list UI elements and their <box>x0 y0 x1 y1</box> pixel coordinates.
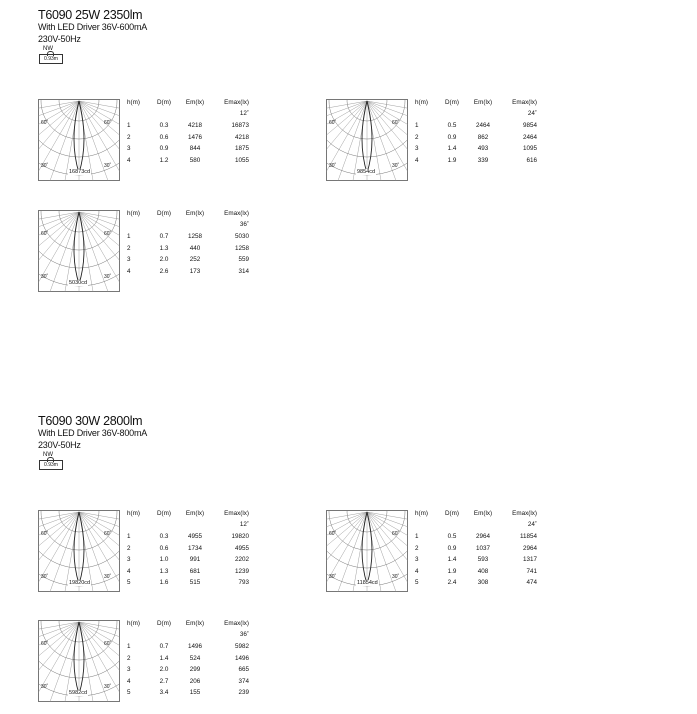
table-cell: 155 <box>189 689 201 696</box>
table-cell: 1317 <box>522 556 537 563</box>
table-cell: 3.4 <box>159 689 169 696</box>
table-cell: 440 <box>189 244 201 252</box>
column-header-emax: Emax(lx) <box>224 99 249 106</box>
angle-label: 60˚ <box>41 120 49 126</box>
table-cell: 314 <box>238 267 249 275</box>
photometric-block <box>38 510 298 596</box>
column-header-emax: Emax(lx) <box>224 620 249 627</box>
angle-label: 60˚ <box>41 641 49 647</box>
column-header-em: Em(lx) <box>473 99 493 106</box>
column-header-emax: Emax(lx) <box>224 510 249 517</box>
table-cell: 593 <box>477 556 489 563</box>
column-header-h: h(m) <box>415 99 428 106</box>
table-cell: 1258 <box>234 244 249 252</box>
table-cell: 2202 <box>234 556 249 563</box>
table-cell: 1496 <box>234 654 249 662</box>
table-cell: 1476 <box>187 133 202 141</box>
table-cell: 0.6 <box>159 133 169 141</box>
angle-label: 30˚ <box>104 684 112 690</box>
product-title: T6090 30W 2800lm <box>38 414 143 428</box>
table-cell: 9854 <box>522 122 537 129</box>
angle-label: 30˚ <box>329 163 337 169</box>
table-cell: 3 <box>127 666 131 673</box>
table-cell: 580 <box>189 156 201 164</box>
polar-diagram <box>38 510 120 592</box>
table-cell: 4 <box>127 677 131 685</box>
angle-label: 60˚ <box>329 531 337 537</box>
beam-angle: 24˚ <box>527 521 537 528</box>
candela-value: 19820cd <box>69 580 91 586</box>
beam-angle: 12˚ <box>239 521 249 528</box>
beam-angle: 24˚ <box>527 110 537 117</box>
table-cell: 0.9 <box>447 133 457 141</box>
table-cell: 3 <box>415 556 419 563</box>
table-cell: 3 <box>127 145 131 152</box>
angle-label: 60˚ <box>104 641 112 647</box>
table-cell: 5 <box>127 579 131 586</box>
driver-spec: With LED Driver 36V-800mA <box>38 428 148 438</box>
table-cell: 0.5 <box>447 122 457 129</box>
angle-label: 60˚ <box>41 531 49 537</box>
table-cell: 1055 <box>234 156 249 164</box>
table-cell: 206 <box>189 677 201 685</box>
table-cell: 1875 <box>234 145 249 152</box>
nw-distance-box: 0.93m <box>39 460 63 470</box>
angle-label: 30˚ <box>104 163 112 169</box>
table-cell: 1 <box>127 643 131 650</box>
table-cell: 173 <box>189 267 201 275</box>
table-cell: 0.7 <box>159 643 169 650</box>
table-cell: 2.7 <box>159 677 169 685</box>
table-cell: 1239 <box>234 567 249 575</box>
column-header-em: Em(lx) <box>185 620 205 627</box>
table-cell: 1.4 <box>447 556 457 563</box>
table-cell: 0.3 <box>159 533 169 540</box>
table-cell: 681 <box>189 567 201 575</box>
angle-label: 30˚ <box>392 574 400 580</box>
column-header-h: h(m) <box>415 510 428 517</box>
column-header-em: Em(lx) <box>473 510 493 517</box>
column-header-em: Em(lx) <box>185 210 205 217</box>
product-section <box>0 8 697 308</box>
table-cell: 862 <box>477 133 489 141</box>
table-cell: 4 <box>127 267 131 275</box>
table-cell: 308 <box>477 579 489 586</box>
angle-label: 60˚ <box>392 531 400 537</box>
polar-diagram <box>38 99 120 181</box>
table-cell: 5030 <box>234 233 249 240</box>
column-header-em: Em(lx) <box>185 99 205 106</box>
angle-label: 60˚ <box>104 231 112 237</box>
table-cell: 4 <box>415 567 419 575</box>
table-cell: 2 <box>415 544 419 552</box>
column-header-d: D(m) <box>157 99 171 106</box>
table-cell: 239 <box>238 689 249 696</box>
nw-distance-box: 0.93m <box>39 54 63 64</box>
table-cell: 1734 <box>187 544 202 552</box>
table-cell: 2.0 <box>159 256 169 263</box>
photometric-block <box>38 620 298 706</box>
table-cell: 1.2 <box>159 156 169 164</box>
table-cell: 1095 <box>522 145 537 152</box>
table-cell: 4 <box>415 156 419 164</box>
table-cell: 339 <box>477 156 489 164</box>
table-cell: 844 <box>189 145 201 152</box>
polar-diagram <box>38 620 120 702</box>
voltage-spec: 230V-50Hz <box>38 34 81 44</box>
table-cell: 991 <box>189 556 201 563</box>
table-cell: 0.6 <box>159 544 169 552</box>
table-cell: 2 <box>415 133 419 141</box>
nw-lamp-icon <box>39 453 63 471</box>
table-cell: 3 <box>415 145 419 152</box>
table-cell: 1.3 <box>159 244 169 252</box>
table-cell: 2 <box>127 544 131 552</box>
table-cell: 299 <box>189 666 201 673</box>
beam-angle: 12˚ <box>239 110 249 117</box>
table-cell: 793 <box>238 579 249 586</box>
table-cell: 1.9 <box>447 156 457 164</box>
column-header-emax: Emax(lx) <box>512 510 537 517</box>
table-cell: 0.5 <box>447 533 457 540</box>
photometric-block <box>38 99 298 185</box>
table-cell: 1.4 <box>447 145 457 152</box>
candela-value: 5030cd <box>69 280 88 286</box>
table-cell: 1496 <box>187 643 202 650</box>
table-cell: 2.0 <box>159 666 169 673</box>
table-cell: 5982 <box>234 643 249 650</box>
table-cell: 4218 <box>187 122 202 129</box>
table-cell: 474 <box>526 579 537 586</box>
polar-diagram <box>326 99 408 181</box>
driver-spec: With LED Driver 36V-600mA <box>38 22 148 32</box>
table-cell: 4 <box>127 567 131 575</box>
column-header-em: Em(lx) <box>185 510 205 517</box>
column-header-d: D(m) <box>157 210 171 217</box>
angle-label: 60˚ <box>392 120 400 126</box>
table-cell: 0.9 <box>447 544 457 552</box>
candela-value: 11854cd <box>357 580 378 586</box>
table-cell: 2464 <box>522 133 537 141</box>
table-cell: 1.0 <box>159 556 169 563</box>
table-cell: 1 <box>415 533 419 540</box>
table-cell: 1 <box>127 122 131 129</box>
table-cell: 524 <box>189 654 201 662</box>
table-cell: 1 <box>415 122 419 129</box>
table-cell: 2964 <box>475 533 490 540</box>
table-cell: 2964 <box>522 544 537 552</box>
angle-label: 30˚ <box>41 574 49 580</box>
table-cell: 1258 <box>187 233 202 240</box>
table-cell: 252 <box>189 256 201 263</box>
table-cell: 0.7 <box>159 233 169 240</box>
table-cell: 1037 <box>475 544 490 552</box>
voltage-spec: 230V-50Hz <box>38 440 81 450</box>
table-cell: 1 <box>127 233 131 240</box>
table-cell: 2.4 <box>447 579 457 586</box>
nw-label: NW <box>43 452 53 458</box>
column-header-emax: Emax(lx) <box>512 99 537 106</box>
table-cell: 2.6 <box>159 267 169 275</box>
column-header-d: D(m) <box>157 510 171 517</box>
table-cell: 1.9 <box>447 567 457 575</box>
table-cell: 559 <box>238 256 249 263</box>
table-cell: 2 <box>127 133 131 141</box>
product-section <box>0 414 697 714</box>
table-cell: 1.3 <box>159 567 169 575</box>
column-header-d: D(m) <box>445 99 459 106</box>
table-cell: 2 <box>127 654 131 662</box>
beam-angle: 36˚ <box>239 631 249 638</box>
candela-value: 9854cd <box>357 169 376 175</box>
table-cell: 4 <box>127 156 131 164</box>
table-cell: 4218 <box>234 133 249 141</box>
table-cell: 1.4 <box>159 654 169 662</box>
table-cell: 3 <box>127 556 131 563</box>
column-header-emax: Emax(lx) <box>224 210 249 217</box>
table-cell: 1.6 <box>159 579 169 586</box>
angle-label: 30˚ <box>104 574 112 580</box>
table-cell: 493 <box>477 145 489 152</box>
angle-label: 30˚ <box>329 574 337 580</box>
table-cell: 374 <box>238 677 249 685</box>
angle-label: 30˚ <box>392 163 400 169</box>
column-header-h: h(m) <box>127 620 140 627</box>
table-cell: 2 <box>127 244 131 252</box>
angle-label: 30˚ <box>104 274 112 280</box>
table-cell: 11854 <box>519 533 537 540</box>
product-title: T6090 25W 2350lm <box>38 8 143 22</box>
angle-label: 30˚ <box>41 163 49 169</box>
table-cell: 665 <box>238 666 249 673</box>
beam-angle: 36˚ <box>239 221 249 228</box>
candela-value: 5982cd <box>69 690 88 696</box>
column-header-h: h(m) <box>127 510 140 517</box>
table-cell: 408 <box>477 567 489 575</box>
nw-lamp-icon <box>39 47 63 65</box>
candela-value: 16873cd <box>69 169 91 175</box>
angle-label: 60˚ <box>41 231 49 237</box>
table-cell: 616 <box>526 156 537 164</box>
table-cell: 4955 <box>234 544 249 552</box>
table-cell: 16873 <box>231 122 249 129</box>
column-header-h: h(m) <box>127 210 140 217</box>
photometric-block <box>38 210 298 296</box>
table-cell: 2464 <box>475 122 490 129</box>
photometric-block <box>326 99 586 185</box>
table-cell: 5 <box>127 689 131 696</box>
angle-label: 30˚ <box>41 684 49 690</box>
table-cell: 515 <box>189 579 201 586</box>
table-cell: 4955 <box>187 533 202 540</box>
polar-diagram <box>326 510 408 592</box>
table-cell: 741 <box>526 567 537 575</box>
nw-label: NW <box>43 46 53 52</box>
table-cell: 3 <box>127 256 131 263</box>
angle-label: 30˚ <box>41 274 49 280</box>
column-header-h: h(m) <box>127 99 140 106</box>
angle-label: 60˚ <box>104 120 112 126</box>
table-cell: 0.9 <box>159 145 169 152</box>
table-cell: 1 <box>127 533 131 540</box>
table-cell: 0.3 <box>159 122 169 129</box>
table-cell: 19820 <box>231 533 249 540</box>
table-cell: 5 <box>415 579 419 586</box>
angle-label: 60˚ <box>329 120 337 126</box>
column-header-d: D(m) <box>157 620 171 627</box>
polar-diagram <box>38 210 120 292</box>
angle-label: 60˚ <box>104 531 112 537</box>
photometric-block <box>326 510 586 596</box>
column-header-d: D(m) <box>445 510 459 517</box>
